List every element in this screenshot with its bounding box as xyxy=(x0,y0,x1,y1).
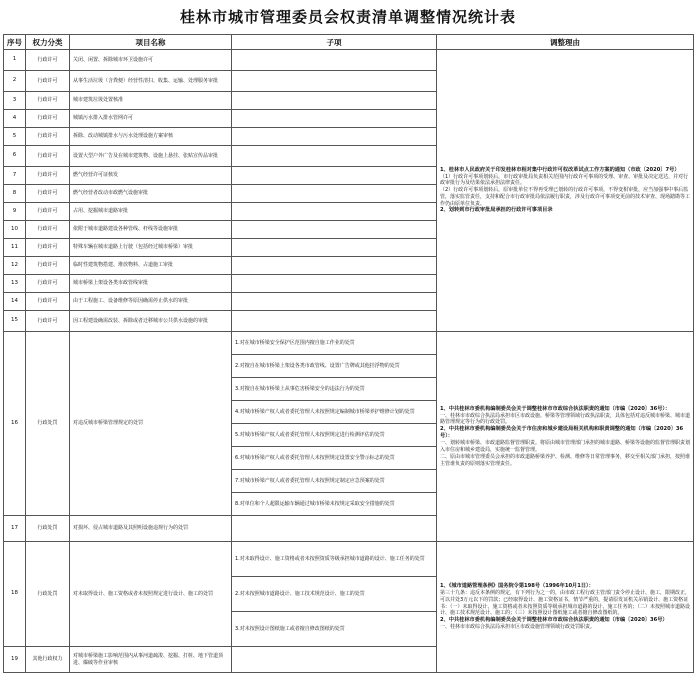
row-item-name: 特殊车辆在城市道路上行驶（包括经过城市桥梁）审批 xyxy=(70,239,232,257)
subitem: 7.对城市桥梁产权人或者委托管理人未按照规定制定应急预案的处罚 xyxy=(232,470,436,493)
row-item-name: 城市桥梁上架设各类市政管线审批 xyxy=(70,275,232,293)
document-page xyxy=(3,0,693,673)
row-power-type: 行政许可 xyxy=(26,221,70,239)
row-subitems xyxy=(232,239,437,257)
subitem: 1.对在城市桥梁安全保护区范围内擅自施工作业的处罚 xyxy=(232,332,436,355)
row-number: 5 xyxy=(4,128,26,146)
reason-paragraph: 一、桂林市市政综合执法局承担市区市政设施、桥梁等管理领域行政执法职责，具体包括对违反城市桥梁、城市道路管理规定等行为的行政处罚。 xyxy=(440,412,691,426)
row-subitems xyxy=(232,516,437,542)
reason-paragraph: 一、桂林市市政综合执法局承担市区市政设施管理领域行政处罚职责。 xyxy=(440,624,596,631)
row-power-type: 行政许可 xyxy=(26,71,70,92)
row-number: 10 xyxy=(4,221,26,239)
row-item-name: 由于工程施工、设备维修等原因确需停止供水的审批 xyxy=(70,293,232,311)
table-row xyxy=(4,542,694,647)
reason-permits xyxy=(437,50,694,332)
header-no: 序号 xyxy=(4,35,26,50)
reason-paragraph: 一、划转城市桥梁、市政道路监督管理职责。将原由城市管理部门承担的城市道路、桥梁等设施的监督管理职责划入市住房和城乡建设局，实施统一监督管理。 xyxy=(440,440,691,454)
subitem: 2.对未按照城市道路设计、施工技术规范设计、施工的处罚 xyxy=(232,577,436,612)
row-number: 7 xyxy=(4,167,26,185)
row-subitems xyxy=(232,92,437,110)
header-row xyxy=(4,35,694,50)
row-number: 9 xyxy=(4,203,26,221)
row-subitems xyxy=(232,647,437,673)
row-power-type: 行政处罚 xyxy=(26,332,70,516)
row-item-name: 设置大型户外广告及在城市建筑物、设施上悬挂、张贴宣传品审批 xyxy=(70,146,232,167)
reason-paragraph: （2）行政许可事项划转后，原审批单位不得再受理已划转的行政许可事项，不得变相审批，应当加强事中事后监管，落实监管责任，支持和配合市行政审批局依法履行职责，涉及行政许可事项变更前的技术审查、现场踏勘等工作仍由原单位负责。 xyxy=(440,187,691,207)
row-subitems xyxy=(232,542,437,647)
row-subitems xyxy=(232,128,437,146)
row-number: 18 xyxy=(4,542,26,647)
adjustment-table xyxy=(3,34,694,673)
row-number: 4 xyxy=(4,110,26,128)
row-power-type: 行政许可 xyxy=(26,293,70,311)
row-number: 17 xyxy=(4,516,26,542)
row-item-name: 关闭、闲置、拆除城市环卫设施许可 xyxy=(70,50,232,71)
row-power-type: 行政许可 xyxy=(26,203,70,221)
reason-paragraph: 二、原由市城市管理委员会承担的市政道路桥梁养护、检测、维修等日常管理事务，移交至相关部门承担，按照谁主管谁负责的原则落实管理责任。 xyxy=(440,453,691,467)
row-subitems xyxy=(232,311,437,332)
page-title: 桂林市城市管理委员会权责清单调整情况统计表 xyxy=(179,8,516,26)
row-number: 19 xyxy=(4,647,26,673)
row-number: 3 xyxy=(4,92,26,110)
row-item-name: 占用、挖掘城市道路审批 xyxy=(70,203,232,221)
reason-paragraph: 2、中共桂林市委机构编制委员会关于调整桂林市市政综合执法职责的通知（市编〔2020〕36号） xyxy=(440,617,668,624)
subitem: 1.对未取得设计、施工资格或者未按照资质等级承担城市道路的设计、施工任务的处罚 xyxy=(232,542,436,577)
row-item-name: 对未取得设计、施工资格或者未按照规定进行设计、施工的处罚 xyxy=(70,542,232,647)
table-row xyxy=(4,332,694,516)
row-item-name: 对违反城市桥梁管理规定的处罚 xyxy=(70,332,232,516)
row-power-type: 行政许可 xyxy=(26,257,70,275)
row-subitems xyxy=(232,167,437,185)
row-subitems xyxy=(232,50,437,71)
reason-bridge xyxy=(437,332,694,542)
header-sub: 子项 xyxy=(232,35,437,50)
row-power-type: 行政许可 xyxy=(26,239,70,257)
row-subitems xyxy=(232,332,437,516)
row-power-type: 其他行政权力 xyxy=(26,647,70,673)
row-power-type: 行政许可 xyxy=(26,50,70,71)
header-reason: 调整理由 xyxy=(437,35,694,50)
row-number: 1 xyxy=(4,50,26,71)
row-number: 8 xyxy=(4,185,26,203)
reason-paragraph: 2、划转到市行政审批局承担的行政许可事项目录 xyxy=(440,207,553,214)
subitem: 5.对城市桥梁产权人或者委托管理人未按照规定进行检测评估的处罚 xyxy=(232,424,436,447)
row-power-type: 行政许可 xyxy=(26,167,70,185)
row-number: 16 xyxy=(4,332,26,516)
row-item-name: 对损坏、侵占城市道路及其照明设施违规行为的处罚 xyxy=(70,516,232,542)
row-subitems xyxy=(232,257,437,275)
subitem-list xyxy=(232,332,436,515)
row-number: 15 xyxy=(4,311,26,332)
row-number: 6 xyxy=(4,146,26,167)
row-item-name: 对城市桥梁施工影响范围内从事河道疏浚、挖掘、打桩、地下管道顶进、爆破等作业审核 xyxy=(70,647,232,673)
row-item-name: 拆除、改动城镇排水与污水处理设施方案审核 xyxy=(70,128,232,146)
subitem: 2.对擅自在城市桥梁上架设各类市政管线、设置广告牌或其他挂浮物的处罚 xyxy=(232,355,436,378)
reason-paragraph: 1、中共桂林市委机构编制委员会关于调整桂林市市政综合执法职责的通知（市编〔2020〕36号）： xyxy=(440,405,671,412)
reason-paragraph: 1、桂林市人民政府关于印发桂林市相对集中行政许可权改革试点工作方案的通知（市政〔2020〕7号） xyxy=(440,166,680,173)
row-item-name: 因工程建设确需改装、拆除或者迁移城市公共供水设施的审批 xyxy=(70,311,232,332)
row-power-type: 行政许可 xyxy=(26,185,70,203)
subitem: 3.对未按照设计图纸施工或者擅自修改图纸的处罚 xyxy=(235,625,345,632)
row-item-name: 燃气经营者改动市政燃气设施审批 xyxy=(70,185,232,203)
row-item-name: 从事生活垃圾（含粪便）经营性清扫、收集、运输、处理服务审批 xyxy=(70,71,232,92)
subitem: 3.对擅自在城市桥梁上从事危害桥梁安全的违法行为的处罚 xyxy=(232,378,436,401)
subitem: 4.对城市桥梁产权人或者委托管理人未按照规定编制城市桥梁养护维修计划的处罚 xyxy=(232,401,436,424)
row-subitems xyxy=(232,275,437,293)
row-item-name: 燃气经营许可证核发 xyxy=(70,167,232,185)
row-subitems xyxy=(232,203,437,221)
subitem-list xyxy=(232,542,436,646)
row-power-type: 行政处罚 xyxy=(26,542,70,647)
row-number: 14 xyxy=(4,293,26,311)
row-number: 12 xyxy=(4,257,26,275)
row-item-name: 城市建筑垃圾处置核准 xyxy=(70,92,232,110)
row-item-name: 依附于城市道路建设各种管线、杆线等设施审批 xyxy=(70,221,232,239)
row-number: 13 xyxy=(4,275,26,293)
reason-paragraph: 第三十九条：违反本条例的规定，有下列行为之一的，由市政工程行政主管部门责令停止设计、施工，限期改正，可以并处3万元以下的罚款；已经取得设计、施工资格证书，情节严重的，提请原发证机关吊销设计、施工资格证书：（一）未取得设计、施工资格或者未按照资质等级承担城市道路的设计、施工任务的；（二）未按照城市道路设计、施工技术规范设计、施工的；（三）未按照设计图纸施工或者擅自修改图纸的。 xyxy=(440,590,691,617)
reason-paragraph: 2、中共桂林市委机构编制委员会关于市住房和城乡建设局相关机构和职责调整的通知（市编〔2020〕36号）： xyxy=(440,426,684,440)
row-subitems xyxy=(232,293,437,311)
row-item-name: 城镇污水排入排水管网许可 xyxy=(70,110,232,128)
row-item-name: 临时性建筑物搭建、堆放物料、占道施工审批 xyxy=(70,257,232,275)
row-subitems xyxy=(232,185,437,203)
row-power-type: 行政许可 xyxy=(26,92,70,110)
reason-paragraph: （1）行政许可事项划转后，市行政审批局负责相关范围内行政许可事项的受理、审查、审批及决定送达，并对行政审批行为及结果依法承担法律责任。 xyxy=(440,173,689,187)
row-subitems xyxy=(232,71,437,92)
row-subitems xyxy=(232,110,437,128)
row-power-type: 行政处罚 xyxy=(26,516,70,542)
row-power-type: 行政许可 xyxy=(26,128,70,146)
reason-road xyxy=(437,542,694,673)
header-item: 项目名称 xyxy=(70,35,232,50)
table-row xyxy=(4,50,694,71)
subitem: 8.对单位和个人超限运输车辆通过城市桥梁未按规定采取安全措施的处罚 xyxy=(235,500,395,507)
row-power-type: 行政许可 xyxy=(26,110,70,128)
reason-paragraph: 1、《城市道路管理条例》国务院令第198号（1996年10月1日）： xyxy=(440,583,594,590)
row-power-type: 行政许可 xyxy=(26,146,70,167)
row-number: 11 xyxy=(4,239,26,257)
row-subitems xyxy=(232,221,437,239)
row-subitems xyxy=(232,146,437,167)
subitem: 6.对城市桥梁产权人或者委托管理人未按照规定设置安全警示标志的处罚 xyxy=(232,447,436,470)
header-type: 权力分类 xyxy=(26,35,70,50)
row-number: 2 xyxy=(4,71,26,92)
row-power-type: 行政许可 xyxy=(26,275,70,293)
row-power-type: 行政许可 xyxy=(26,311,70,332)
